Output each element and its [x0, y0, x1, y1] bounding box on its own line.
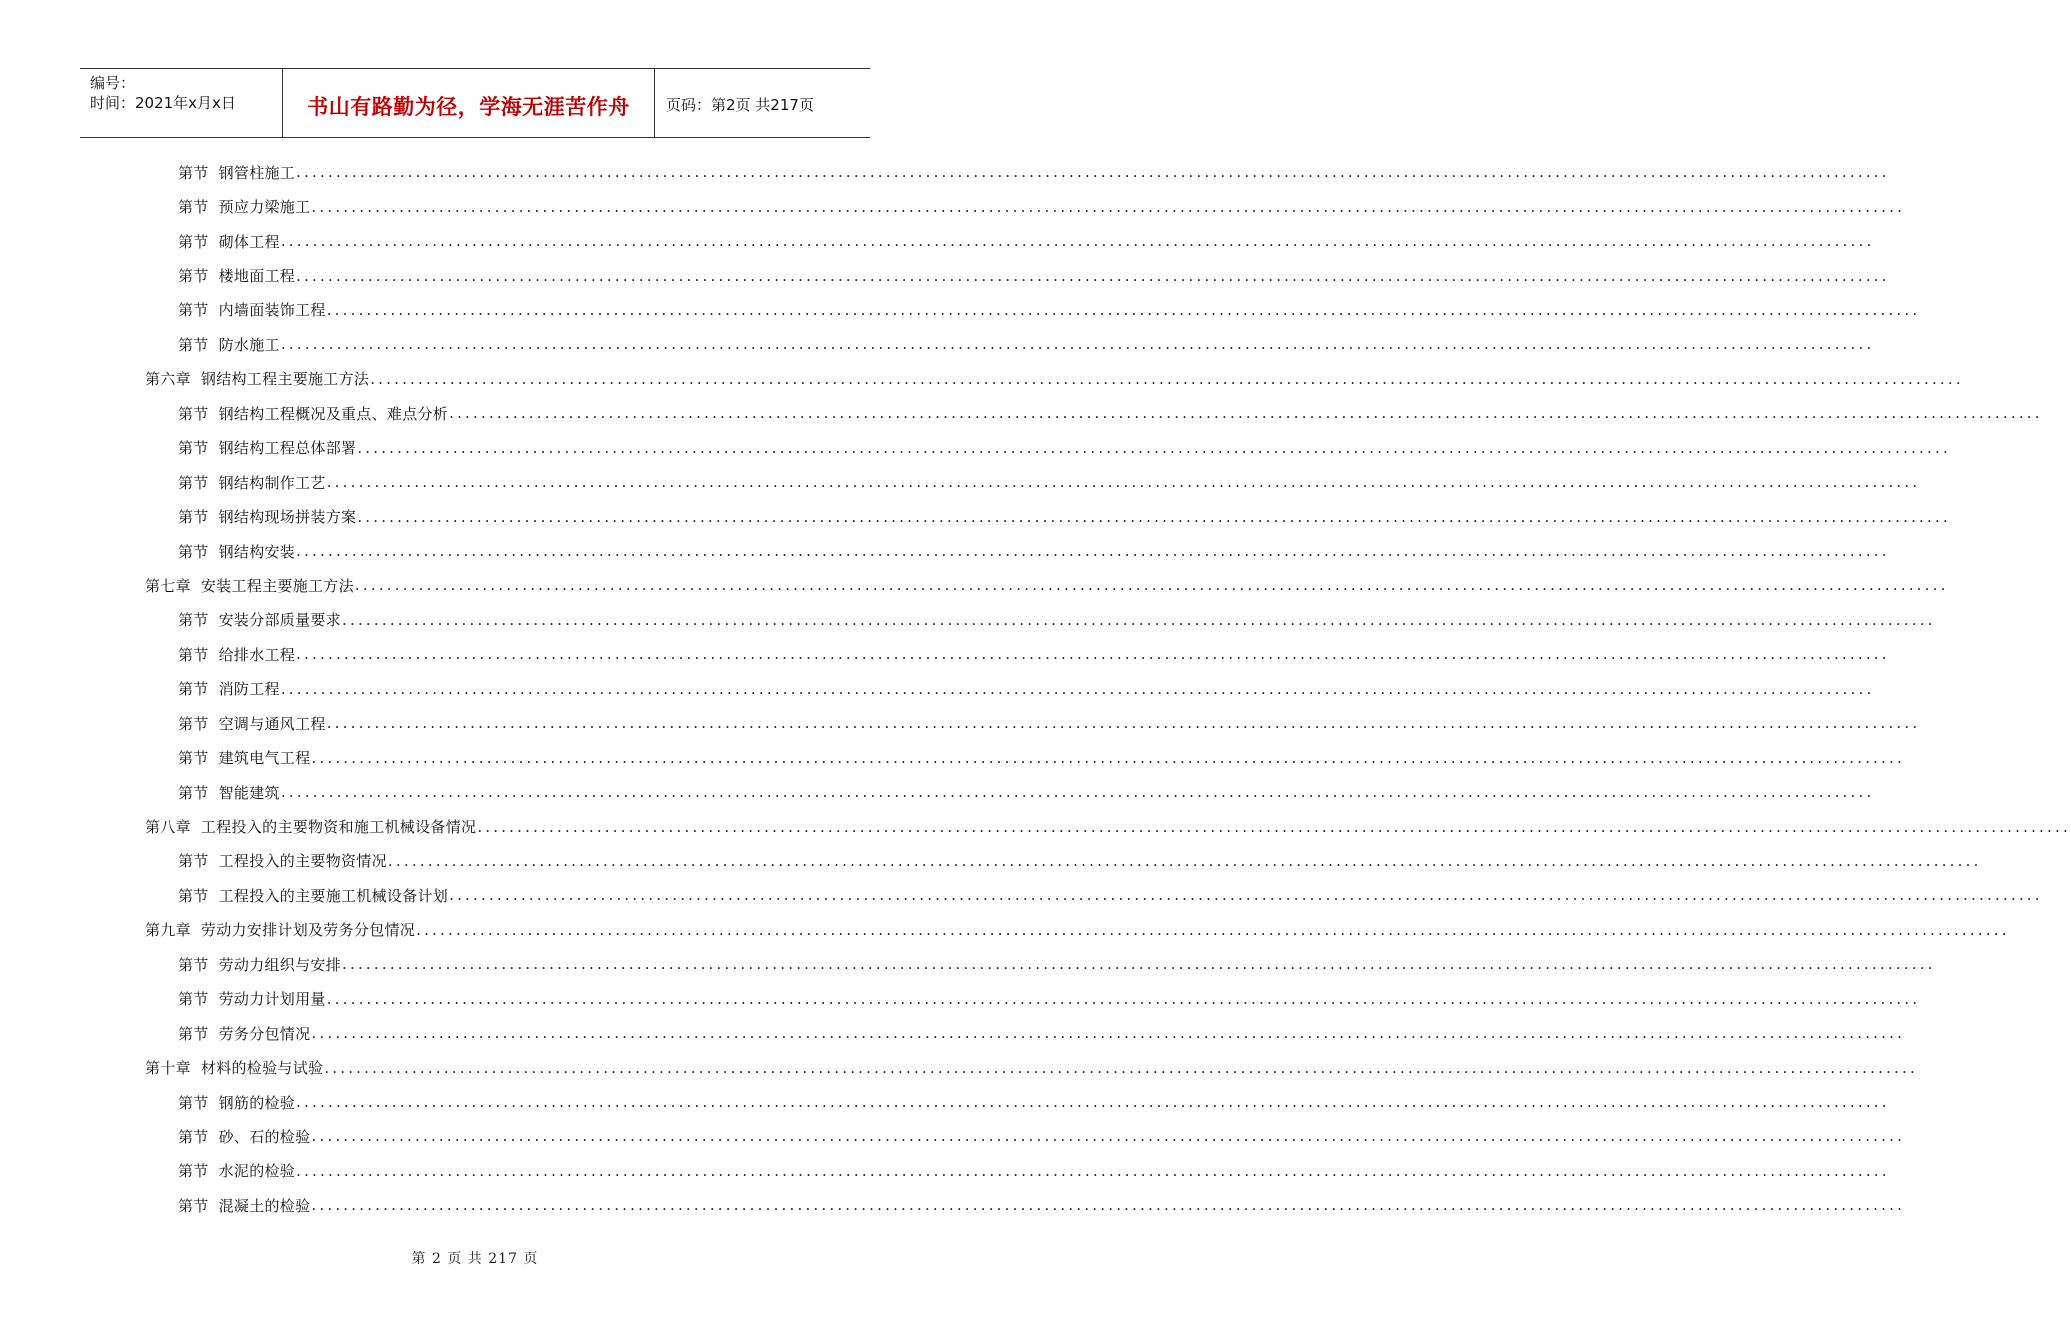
toc-title: 消防工程 — [218, 680, 280, 699]
toc-title: 工程投入的主要物资和施工机械设备情况 — [200, 818, 477, 837]
toc-leader-dots: ........................................................................................................................................................................................................ — [326, 300, 1921, 319]
toc-entry — [178, 747, 310, 768]
toc-entry — [178, 678, 280, 699]
toc-prefix: 第节 — [178, 335, 209, 354]
toc-prefix: 第节 — [178, 232, 209, 251]
toc-prefix: 第节 — [178, 852, 209, 871]
toc-entry — [178, 403, 448, 424]
time-label: 时间：2021年x月x日 — [90, 94, 236, 112]
toc-entry — [178, 885, 448, 906]
toc-section-row[interactable] — [0, 155, 1890, 189]
toc-leader-dots: ........................................................................................................................................................................................................ — [311, 1024, 1906, 1043]
toc-title: 钢结构安装 — [218, 542, 296, 561]
toc-section-row[interactable] — [0, 431, 1951, 465]
toc-prefix: 第六章 — [145, 370, 191, 389]
toc-prefix: 第节 — [178, 198, 209, 217]
toc-prefix: 第节 — [178, 886, 209, 905]
toc-title: 砂、石的检验 — [218, 1127, 311, 1146]
toc-prefix: 第节 — [178, 714, 209, 733]
toc-entry — [178, 334, 280, 355]
toc-prefix: 第节 — [178, 1162, 209, 1181]
toc-section-row[interactable] — [0, 947, 1936, 981]
toc-section-row[interactable] — [0, 1085, 1890, 1119]
toc-leader-dots: ........................................................................................................................................................................................................ — [280, 335, 1875, 354]
toc-entry — [178, 1195, 310, 1216]
toc-leader-dots: ........................................................................................................................................................................................................ — [280, 232, 1875, 251]
toc-title: 钢结构工程主要施工方法 — [200, 370, 370, 389]
toc-leader-dots: ........................................................................................................................................................................................................ — [357, 438, 1951, 457]
toc-leader-dots: ........................................................................................................................................................................................................ — [296, 1161, 1890, 1180]
toc-title: 工程投入的主要物资情况 — [218, 852, 387, 871]
toc-leader-dots: ........................................................................................................................................................................................................ — [280, 679, 1875, 698]
toc-leader-dots: ........................................................................................................................................................................................................ — [311, 1196, 1906, 1215]
toc-title: 楼地面工程 — [218, 267, 296, 286]
toc-section-row[interactable] — [0, 1016, 1906, 1050]
toc-entry — [178, 713, 326, 734]
toc-leader-dots: ........................................................................................................................................................................................................ — [326, 989, 1921, 1008]
toc-title: 钢管柱施工 — [218, 163, 296, 182]
toc-section-row[interactable] — [0, 258, 1890, 292]
toc-leader-dots: ........................................................................................................................................................................................................ — [311, 1127, 1906, 1146]
toc-entry — [178, 1092, 295, 1113]
toc-prefix: 第节 — [178, 1127, 209, 1146]
toc-title: 钢结构工程总体部署 — [218, 439, 357, 458]
toc-title: 内墙面装饰工程 — [218, 301, 326, 320]
toc-title: 空调与通风工程 — [218, 714, 326, 733]
toc-title: 水泥的检验 — [218, 1162, 296, 1181]
motto-text: 书山有路勤为径，学海无涯苦作舟 — [307, 95, 630, 119]
toc-prefix: 第节 — [178, 749, 209, 768]
toc-entry — [178, 196, 310, 217]
toc-entry — [178, 437, 356, 458]
toc-title: 劳动力计划用量 — [218, 990, 326, 1009]
toc-prefix: 第节 — [178, 508, 209, 527]
toc-entry — [178, 782, 280, 803]
toc-section-row[interactable] — [0, 293, 1921, 327]
toc-section-row[interactable] — [0, 672, 1875, 706]
toc-entry — [178, 850, 387, 871]
toc-title: 安装分部质量要求 — [218, 611, 342, 630]
table-of-contents — [0, 155, 2071, 1223]
toc-leader-dots: ........................................................................................................................................................................................................ — [280, 783, 1875, 802]
toc-leader-dots: ........................................................................................................................................................................................................ — [449, 886, 2043, 905]
toc-section-row[interactable] — [0, 740, 1906, 774]
toc-title: 工程投入的主要施工机械设备计划 — [218, 886, 449, 905]
toc-section-row[interactable] — [0, 465, 1921, 499]
toc-title: 智能建筑 — [218, 783, 280, 802]
serial-label: 编号： — [90, 74, 136, 92]
toc-prefix: 第节 — [178, 1093, 209, 1112]
toc-section-row[interactable] — [0, 327, 1875, 361]
toc-chapter-row[interactable] — [0, 913, 2010, 947]
toc-entry — [178, 231, 280, 252]
toc-section-row[interactable] — [0, 1188, 1906, 1222]
toc-title: 混凝土的检验 — [218, 1196, 311, 1215]
toc-section-row[interactable] — [0, 189, 1906, 223]
toc-leader-dots: ........................................................................................................................................................................................................ — [342, 610, 1936, 629]
toc-entry — [145, 368, 369, 389]
toc-section-row[interactable] — [0, 706, 1921, 740]
toc-title: 钢结构制作工艺 — [218, 473, 326, 492]
toc-entry — [178, 506, 356, 527]
toc-title: 建筑电气工程 — [218, 749, 311, 768]
toc-prefix: 第节 — [178, 473, 209, 492]
toc-entry — [145, 575, 354, 596]
toc-section-row[interactable] — [0, 1119, 1906, 1153]
toc-leader-dots: ........................................................................................................................................................................................................ — [342, 955, 1936, 974]
toc-section-row[interactable] — [0, 637, 1890, 671]
toc-prefix: 第节 — [178, 611, 209, 630]
toc-prefix: 第节 — [178, 645, 209, 664]
toc-chapter-row[interactable] — [0, 362, 1964, 396]
toc-prefix: 第节 — [178, 1196, 209, 1215]
toc-title: 材料的检验与试验 — [200, 1059, 324, 1078]
page-info: 页码：第2页 共217页 — [666, 96, 814, 114]
toc-prefix: 第节 — [178, 542, 209, 561]
toc-entry — [145, 1057, 323, 1078]
toc-leader-dots: ........................................................................................................................................................................................................ — [477, 817, 2071, 836]
header-motto-cell — [283, 69, 655, 137]
toc-leader-dots: ........................................................................................................................................................................................................ — [296, 542, 1890, 561]
toc-section-row[interactable] — [0, 224, 1875, 258]
toc-section-row[interactable] — [0, 878, 2043, 912]
toc-section-row[interactable] — [0, 844, 1982, 878]
toc-entry — [178, 1160, 295, 1181]
toc-leader-dots: ........................................................................................................................................................................................................ — [296, 645, 1890, 664]
toc-leader-dots: ........................................................................................................................................................................................................ — [354, 576, 1949, 595]
toc-prefix: 第节 — [178, 955, 209, 974]
toc-title: 防水施工 — [218, 335, 280, 354]
toc-entry — [178, 265, 295, 286]
toc-title: 钢结构现场拼装方案 — [218, 508, 357, 527]
toc-prefix: 第节 — [178, 439, 209, 458]
page-header — [80, 68, 870, 138]
toc-prefix: 第节 — [178, 267, 209, 286]
toc-entry — [178, 988, 326, 1009]
toc-leader-dots: ........................................................................................................................................................................................................ — [326, 714, 1921, 733]
toc-section-row[interactable] — [0, 603, 1936, 637]
toc-title: 给排水工程 — [218, 645, 296, 664]
toc-entry — [178, 1126, 310, 1147]
toc-title: 钢结构工程概况及重点、难点分析 — [218, 404, 449, 423]
toc-prefix: 第节 — [178, 990, 209, 1009]
toc-title: 劳动力安排计划及劳务分包情况 — [200, 921, 416, 940]
toc-title: 安装工程主要施工方法 — [200, 576, 354, 595]
toc-prefix: 第七章 — [145, 576, 191, 595]
toc-chapter-row[interactable] — [0, 809, 2071, 843]
toc-section-row[interactable] — [0, 499, 1951, 533]
toc-prefix: 第节 — [178, 783, 209, 802]
toc-leader-dots: ........................................................................................................................................................................................................ — [296, 266, 1890, 285]
toc-title: 砌体工程 — [218, 232, 280, 251]
toc-leader-dots: ........................................................................................................................................................................................................ — [387, 851, 1982, 870]
toc-section-row[interactable] — [0, 396, 2043, 430]
toc-section-row[interactable] — [0, 982, 1921, 1016]
toc-prefix: 第九章 — [145, 921, 191, 940]
toc-chapter-row[interactable] — [0, 568, 1949, 602]
toc-leader-dots: ........................................................................................................................................................................................................ — [357, 507, 1951, 526]
toc-entry — [178, 299, 326, 320]
toc-entry — [178, 162, 295, 183]
toc-entry — [178, 954, 341, 975]
toc-entry — [178, 472, 326, 493]
toc-leader-dots: ........................................................................................................................................................................................................ — [326, 473, 1921, 492]
toc-title: 劳务分包情况 — [218, 1024, 311, 1043]
toc-entry — [178, 1023, 310, 1044]
toc-section-row[interactable] — [0, 534, 1890, 568]
toc-entry — [178, 609, 341, 630]
toc-prefix: 第节 — [178, 404, 209, 423]
toc-leader-dots: ........................................................................................................................................................................................................ — [370, 369, 1964, 388]
toc-leader-dots: ........................................................................................................................................................................................................ — [449, 404, 2043, 423]
toc-prefix: 第十章 — [145, 1059, 191, 1078]
toc-title: 钢筋的检验 — [218, 1093, 296, 1112]
toc-leader-dots: ........................................................................................................................................................................................................ — [324, 1058, 1918, 1077]
toc-entry — [178, 541, 295, 562]
toc-entry — [145, 919, 415, 940]
toc-chapter-row[interactable] — [0, 1050, 1918, 1084]
toc-title: 预应力梁施工 — [218, 198, 311, 217]
toc-title: 劳动力组织与安排 — [218, 955, 342, 974]
toc-prefix: 第八章 — [145, 818, 191, 837]
toc-leader-dots: ........................................................................................................................................................................................................ — [296, 163, 1890, 182]
header-meta-cell — [80, 69, 283, 137]
toc-prefix: 第节 — [178, 1024, 209, 1043]
toc-leader-dots: ........................................................................................................................................................................................................ — [296, 1093, 1890, 1112]
toc-leader-dots: ........................................................................................................................................................................................................ — [311, 748, 1906, 767]
toc-section-row[interactable] — [0, 775, 1875, 809]
toc-prefix: 第节 — [178, 680, 209, 699]
toc-leader-dots: ........................................................................................................................................................................................................ — [311, 197, 1906, 216]
header-page-cell — [656, 69, 870, 137]
toc-prefix: 第节 — [178, 163, 209, 182]
toc-prefix: 第节 — [178, 301, 209, 320]
page-footer: 第 2 页 共 217 页 — [411, 1251, 539, 1267]
toc-entry — [145, 816, 476, 837]
toc-section-row[interactable] — [0, 1154, 1890, 1188]
toc-leader-dots: ........................................................................................................................................................................................................ — [416, 920, 2010, 939]
toc-entry — [178, 644, 295, 665]
